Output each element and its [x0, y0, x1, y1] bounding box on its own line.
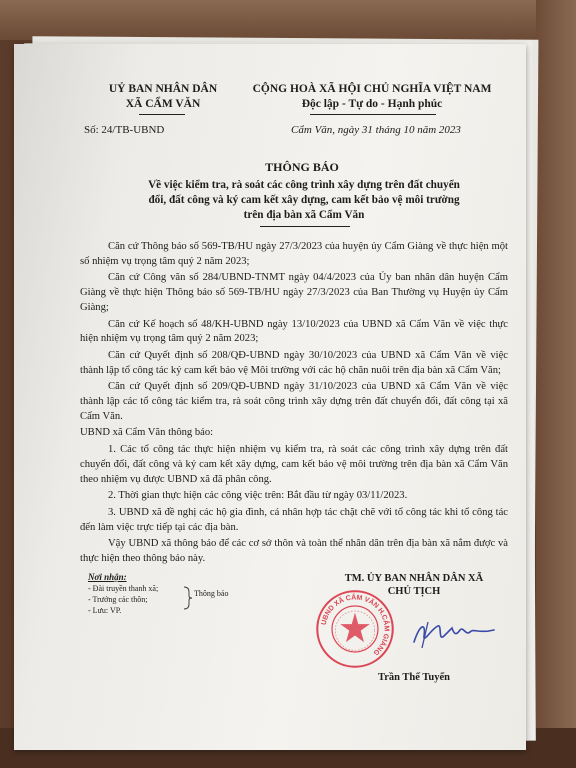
- nation-line-2: Độc lập - Tự do - Hạnh phúc: [301, 98, 443, 110]
- document-number: Số: 24/TB-UBND: [84, 124, 165, 136]
- motto-underline: [310, 114, 436, 115]
- desk-background-top: [0, 0, 576, 40]
- signature-position: CHỦ TỊCH: [387, 586, 441, 597]
- place-date: Cẩm Văn, ngày 31 tháng 10 năm 2023: [291, 124, 461, 136]
- agency-line-2: XÃ CẨM VĂN: [125, 98, 201, 110]
- recipients-list: [88, 572, 268, 616]
- body-paragraph: Căn cứ Quyết định số 208/QĐ-UBND ngày 30/10/2023 của UBND xã Cẩm Văn về việc thành lập tổ công tác ký cam kết bảo vệ Môi trường với các hộ chăn nuôi trên địa bàn xã Cẩm Văn;: [80, 349, 508, 376]
- issuing-agency: [78, 82, 248, 112]
- recipient-item: - Trưởng các thôn;: [88, 595, 148, 604]
- document-subject: [104, 178, 504, 223]
- subject-line: Về việc kiểm tra, rà soát các công trình xây dựng trên đất chuyển: [148, 179, 460, 191]
- agency-underline: [139, 114, 185, 115]
- recipients-heading: Nơi nhận:: [88, 572, 127, 582]
- nation-line-1: CỘNG HOÀ XÃ HỘI CHỦ NGHĨA VIỆT NAM: [252, 83, 492, 95]
- body-paragraph: Vậy UBND xã thông báo để các cơ sở thôn và toàn thể nhân dân trên địa bàn xã nắm được và thực hiện theo thông báo này.: [80, 538, 508, 565]
- handwritten-signature: [408, 614, 498, 654]
- body-paragraph: Căn cứ Thông báo số 569-TB/HU ngày 27/3/2023 của huyện ủy Cẩm Giàng về thực hiện một số nhiệm vụ trọng tâm quý 2 năm 2023;: [80, 241, 508, 267]
- subject-line: đổi, đất công và ký cam kết xây dựng, cam kết bảo vệ môi trường: [148, 194, 460, 206]
- signer-name: Trần Thế Tuyển: [378, 672, 450, 683]
- recipient-item: - Lưu: VP.: [88, 606, 122, 615]
- desk-background-right: [536, 0, 576, 768]
- body-paragraph: UBND xã Cẩm Văn thông báo:: [80, 427, 214, 439]
- recipient-item: - Đài truyền thanh xã;: [88, 584, 159, 593]
- body-paragraph: 1. Các tổ công tác thực hiện nhiệm vụ kiểm tra, rà soát các công trình xây dựng trên đất chuyển đổi, đất công và ký cam kết xây dựng, cam kết bảo vệ môi trường trên địa bàn xã Cẩm Văn theo nhiệm vụ được UBND xã đã phân công.: [80, 444, 508, 485]
- official-seal-stamp: [314, 588, 396, 670]
- body-paragraph: Căn cứ Kế hoạch số 48/KH-UBND ngày 13/10/2023 của UBND xã Cẩm Văn về việc thực hiện nhiệm vụ trọng tâm quý 2 năm 2023;: [80, 318, 508, 345]
- brace-icon: [182, 586, 194, 610]
- body-paragraph: Căn cứ Quyết định số 209/QĐ-UBND ngày 31/10/2023 của UBND xã Cẩm Văn về việc thành lập các tổ công tác kiểm tra, rà soát công trình xây dựng trên đất chuyển đổi, đất công tại xã Cẩm Văn.: [80, 381, 508, 422]
- document-title: THÔNG BÁO: [265, 160, 339, 174]
- body-paragraph: 2. Thời gian thực hiện các công việc trên: Bắt đầu từ ngày 03/11/2023.: [108, 490, 408, 502]
- signature-org-line: TM. ỦY BAN NHÂN DÂN XÃ: [344, 573, 484, 584]
- body-paragraph: Căn cứ Công văn số 284/UBND-TNMT ngày 04/4/2023 của Ủy ban nhân dân huyện Cẩm Giàng về thực hiện Thông báo số 569-TB/HU ngày 27/3/2023 của Ban Thường vụ Huyện ủy Cẩm Giàng;: [80, 272, 508, 313]
- recipients-purpose: Thông báo: [194, 589, 229, 598]
- subject-line: trên địa bàn xã Cẩm Văn: [243, 209, 365, 221]
- document-page: [14, 44, 526, 750]
- document-body: [80, 240, 508, 569]
- national-motto: [242, 82, 502, 112]
- subject-underline: [260, 226, 350, 227]
- svg-text:UBND XÃ CẨM VĂN H.CẨM GIÀNG: UBND XÃ CẨM VĂN H.CẨM GIÀNG: [320, 594, 390, 657]
- agency-line-1: UỶ BAN NHÂN DÂN: [108, 83, 218, 95]
- body-paragraph: 3. UBND xã đề nghị các hộ gia đình, cá nhân hợp tác chặt chẽ với tổ công tác khi tổ công tác đến làm việc trực tiếp tại các địa bàn.: [80, 506, 508, 533]
